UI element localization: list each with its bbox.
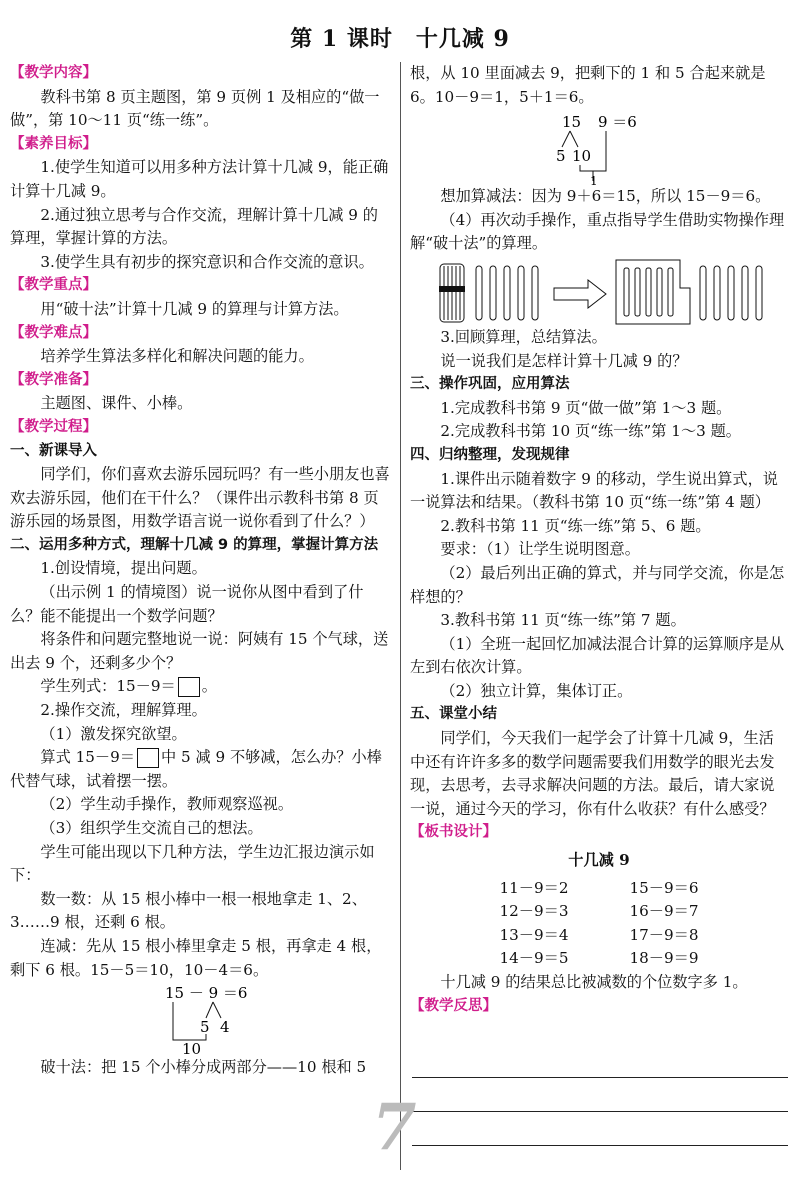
heading-goal: 【素养目标】	[10, 135, 97, 152]
r10: 要求：（1）让学生说明图意。	[440, 540, 640, 559]
heading-board: 【板书设计】	[410, 824, 497, 841]
s2-g: 算式 15－9＝ 中 5 减 9 不够减，怎么办？小棒代替气球，试着摆一摆。	[10, 748, 382, 790]
stick-bundle	[439, 264, 465, 322]
subtraction-diagram-2	[410, 109, 788, 185]
s2-c: 将条件和问题完整地说一说：阿姨有 15 个气球，送出去 9 个，还剩多少个？	[10, 630, 389, 672]
board-equation: 15－9＝6	[629, 878, 699, 897]
r11: （2）最后列出正确的算式，并与同学交流，你是怎样想的？	[410, 563, 785, 606]
board-title: 十几减 9	[568, 851, 630, 870]
s2-b: （出示例 1 的情境图）说一说你从图中看到了什么？能不能提出一个数学问题？	[10, 583, 364, 625]
diagram-2-svg	[410, 109, 788, 185]
board-design	[410, 849, 788, 971]
arrow-icon	[554, 280, 606, 308]
heading-prep: 【教学准备】	[10, 371, 97, 388]
board-equation: 13－9＝4	[499, 925, 569, 944]
prep-text: 主题图、课件、小棒。	[40, 394, 193, 413]
heading-content: 【教学内容】	[10, 65, 97, 81]
section-2-title: 二、运用多种方式，理解十几减 9 的算理，掌握计算方法	[10, 536, 379, 553]
r15: 同学们，今天我们一起学会了计算十几减 9，生活中还有许许多多的数学问题需要我们用数学的眼光去发现，去思考，去寻求解决问题的方法。最后，请大家说一说，通过今天的学习，你有什么收获？有什么感受？	[410, 729, 775, 818]
goal-3: 3.使学生具有初步的探究意识和合作交流的意识。	[40, 252, 374, 271]
section-1-title: 一、新课导入	[10, 442, 97, 459]
r5: 说一说我们是怎样计算十几减 9 的？	[440, 351, 688, 370]
content-text: 教科书第 8 页主题图，第 9 页例 1 及相应的“做一做”，第 10～11 页“练一练”。	[10, 87, 380, 130]
sticks-illustration	[410, 256, 788, 326]
section-1-text: 同学们，你们喜欢去游乐园玩吗？有一些小朋友也喜欢去游乐园，他们在干什么？（课件出示教科书第 8 页游乐园的场景图，用数学语言说一说你看到了什么？）	[10, 465, 390, 531]
key-text: 用“破十法”计算十几减 9 的算理与计算方法。	[40, 299, 349, 318]
page-number: 7	[372, 1090, 417, 1165]
r4: 3.回顾算理，总结算法。	[440, 327, 607, 346]
d1-num-5: 5	[200, 1018, 210, 1037]
r8: 1.课件出示随着数字 9 的移动，学生说出算式，说一说算法和结果。（教科书第 10 页“练一练”第 4 题）	[410, 469, 778, 512]
r2: 想加算减法：因为 9＋6＝15，所以 15－9＝6。	[440, 187, 771, 206]
heading-reflection: 【教学反思】	[410, 997, 497, 1014]
right-column	[410, 62, 788, 1146]
s2-i: （3）组织学生交流自己的想法。	[40, 819, 263, 837]
s2-k: 数一数：从 15 根小棒中一根一根地拿走 1、2、3……9 根，还剩 6 根。	[10, 889, 367, 932]
d2-num-1: 1	[590, 174, 598, 186]
section-5-title: 五、课堂小结	[410, 706, 497, 723]
board-grid	[410, 877, 788, 971]
writing-line[interactable]	[412, 1044, 788, 1078]
sticks-svg	[410, 256, 788, 326]
d1-branch-right	[213, 1002, 221, 1018]
goal-2: 2.通过独立思考与合作交流，理解计算十几减 9 的算理，掌握计算的方法。	[10, 205, 378, 248]
s2-a: 1.创设情境，提出问题。	[40, 559, 207, 578]
writing-line[interactable]	[412, 1112, 788, 1146]
s2-j: 学生可能出现以下几种方法，学生边汇报边演示如下：	[10, 842, 375, 885]
board-equation: 14－9＝5	[499, 949, 569, 968]
d2-branch-left	[562, 131, 570, 147]
page-title: 第 1 课时 十几减 9	[290, 26, 510, 52]
s2-l: 连减：先从 15 根小棒里拿走 5 根，再拿走 4 根，剩下 6 根。15－5＝10，10－4＝6。	[10, 936, 382, 979]
board-note: 十几减 9 的结果总比被减数的个位数字多 1。	[440, 973, 748, 991]
r14: （2）独立计算，集体订正。	[440, 681, 633, 700]
section-3-title: 三、操作巩固，应用算法	[410, 376, 570, 393]
result-sticks	[616, 260, 762, 324]
column-divider	[400, 62, 401, 1170]
d1-num-4: 4	[220, 1018, 230, 1037]
d1-branch-left	[206, 1002, 213, 1018]
d2-branch-right	[570, 131, 578, 147]
board-equation: 11－9＝2	[499, 878, 569, 897]
reflection-lines	[410, 1044, 788, 1146]
heading-difficulty: 【教学难点】	[10, 324, 97, 341]
s2-d: 学生列式：15－9＝ 。	[40, 677, 217, 696]
diagram-1-svg	[10, 982, 390, 1056]
s2-m: 破十法：把 15 个小棒分成两部分——10 根和 5	[40, 1058, 367, 1077]
board-equation: 17－9＝8	[629, 925, 699, 944]
s2-h: （2）学生动手操作，教师观察巡视。	[40, 795, 294, 814]
heading-key: 【教学重点】	[10, 277, 97, 294]
left-column	[10, 62, 390, 1080]
d1-num-10: 10	[182, 1040, 202, 1057]
answer-box-2	[137, 748, 159, 768]
r7: 2.完成教科书第 10 页“练一练”第 1～3 题。	[440, 422, 741, 441]
section-4-title: 四、归纳整理，发现规律	[410, 446, 570, 463]
board-equation: 12－9＝3	[499, 902, 569, 921]
writing-line[interactable]	[412, 1078, 788, 1112]
subtraction-diagram-1	[10, 982, 390, 1056]
r12: 3.教科书第 11 页“练一练”第 7 题。	[440, 611, 686, 630]
loose-sticks	[476, 266, 538, 320]
d2-num-15: 15	[562, 113, 582, 132]
d2-expr: 9 ＝6	[598, 113, 637, 132]
board-equation: 18－9＝9	[629, 949, 699, 968]
d2-num-10: 10	[572, 147, 592, 166]
difficulty-text: 培养学生算法多样化和解决问题的能力。	[40, 347, 314, 366]
s2-e: 2.操作交流，理解算理。	[40, 701, 207, 720]
r3: （4）再次动手操作，重点指导学生借助实物操作理解“破十法”的算理。	[410, 210, 785, 253]
r1: 根，从 10 里面减去 9，把剩下的 1 和 5 合起来就是 6。10－9＝1，5＋1＝6。	[410, 64, 766, 106]
goal-1: 1.使学生知道可以用多种方法计算十几减 9，能正确计算十几减 9。	[10, 158, 389, 200]
heading-process: 【教学过程】	[10, 418, 97, 435]
answer-box	[178, 677, 200, 697]
r6: 1.完成教科书第 9 页“做一做”第 1～3 题。	[440, 398, 732, 417]
r9: 2.教科书第 11 页“练一练”第 5、6 题。	[440, 516, 711, 535]
s2-f: （1）激发探究欲望。	[40, 724, 187, 743]
board-equation: 16－9＝7	[629, 902, 699, 921]
d2-num-5: 5	[556, 147, 566, 166]
r13: （1）全班一起回忆加减法混合计算的运算顺序是从左到右依次计算。	[410, 634, 785, 677]
d1-expr: 15 － 9 ＝6	[165, 984, 248, 1003]
